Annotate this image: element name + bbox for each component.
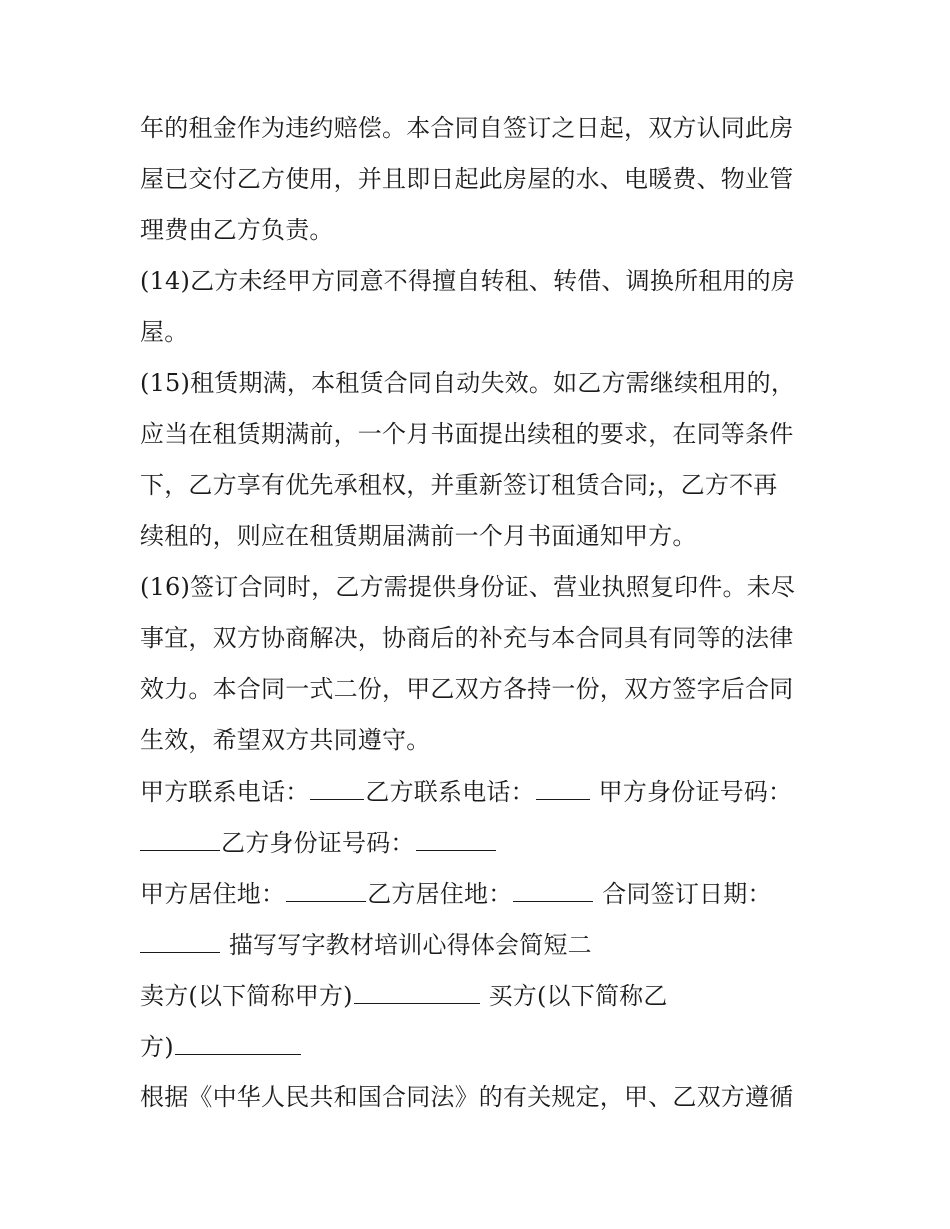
text-line: 效力。本合同一式二份，甲乙双方各持一份，双方签字后合同 xyxy=(140,675,794,703)
clause-16: (16)签订合同时，乙方需提供身份证、营业执照复印件。未尽 xyxy=(140,573,796,601)
party-a-address-label: 甲方居住地： xyxy=(140,880,286,908)
text-line: 屋。 xyxy=(140,318,189,346)
text-line: 应当在租赁期满前，一个月书面提出续租的要求，在同等条件 xyxy=(140,420,794,448)
text-line: 理费由乙方负责。 xyxy=(140,216,334,244)
party-b-address-label: 乙方居住地： xyxy=(367,880,513,908)
parties-line xyxy=(140,977,668,1013)
party-a-id-label: 甲方身份证号码： xyxy=(598,778,793,806)
party-a-phone-label: 甲方联系电话： xyxy=(140,778,310,806)
clause-15: (15)租赁期满，本租赁合同自动失效。如乙方需继续租用的， xyxy=(140,369,796,397)
party-b-id-blank[interactable] xyxy=(416,824,496,851)
text-line: 年的租金作为违约赔偿。本合同自签订之日起，双方认同此房 xyxy=(140,114,794,142)
id-fields-line xyxy=(140,824,497,860)
party-a-phone-blank[interactable] xyxy=(310,773,364,800)
text-line: 屋已交付乙方使用，并且即日起此房屋的水、电暖费、物业管 xyxy=(140,165,794,193)
section-title: 描写写字教材培训心得体会简短二 xyxy=(228,931,592,959)
text-line: 生效，希望双方共同遵守。 xyxy=(140,726,431,754)
text-line: 事宜，双方协商解决，协商后的补充与本合同具有同等的法律 xyxy=(140,624,794,652)
party-b-id-label: 乙方身份证号码： xyxy=(221,829,415,857)
sign-date-blank[interactable] xyxy=(140,926,220,953)
date-title-line xyxy=(140,926,592,962)
text-line: 续租的，则应在租赁期届满前一个月书面通知甲方。 xyxy=(140,522,697,550)
seller-blank[interactable] xyxy=(354,977,480,1004)
clause-14: (14)乙方未经甲方同意不得擅自转租、转借、调换所租用的房 xyxy=(140,267,796,295)
party-b-phone-label: 乙方联系电话： xyxy=(365,778,535,806)
buyer-label-cont: 方) xyxy=(140,1033,174,1061)
buyer-cont-line xyxy=(140,1028,302,1064)
buyer-blank[interactable] xyxy=(175,1028,301,1055)
buyer-label: 买方(以下简称乙 xyxy=(488,982,668,1010)
text-line: 下，乙方享有优先承租权，并重新签订租赁合同;，乙方不再 xyxy=(140,471,778,499)
closing-line: 根据《中华人民共和国合同法》的有关规定，甲、乙双方遵循 xyxy=(140,1083,794,1111)
party-b-address-blank[interactable] xyxy=(513,875,593,902)
party-a-id-blank[interactable] xyxy=(140,824,220,851)
contact-fields-line xyxy=(140,773,792,809)
party-a-address-blank[interactable] xyxy=(286,875,366,902)
party-b-phone-blank[interactable] xyxy=(536,773,590,800)
seller-label: 卖方(以下简称甲方) xyxy=(140,982,353,1010)
sign-date-label: 合同签订日期： xyxy=(602,880,772,908)
address-fields-line xyxy=(140,875,772,911)
